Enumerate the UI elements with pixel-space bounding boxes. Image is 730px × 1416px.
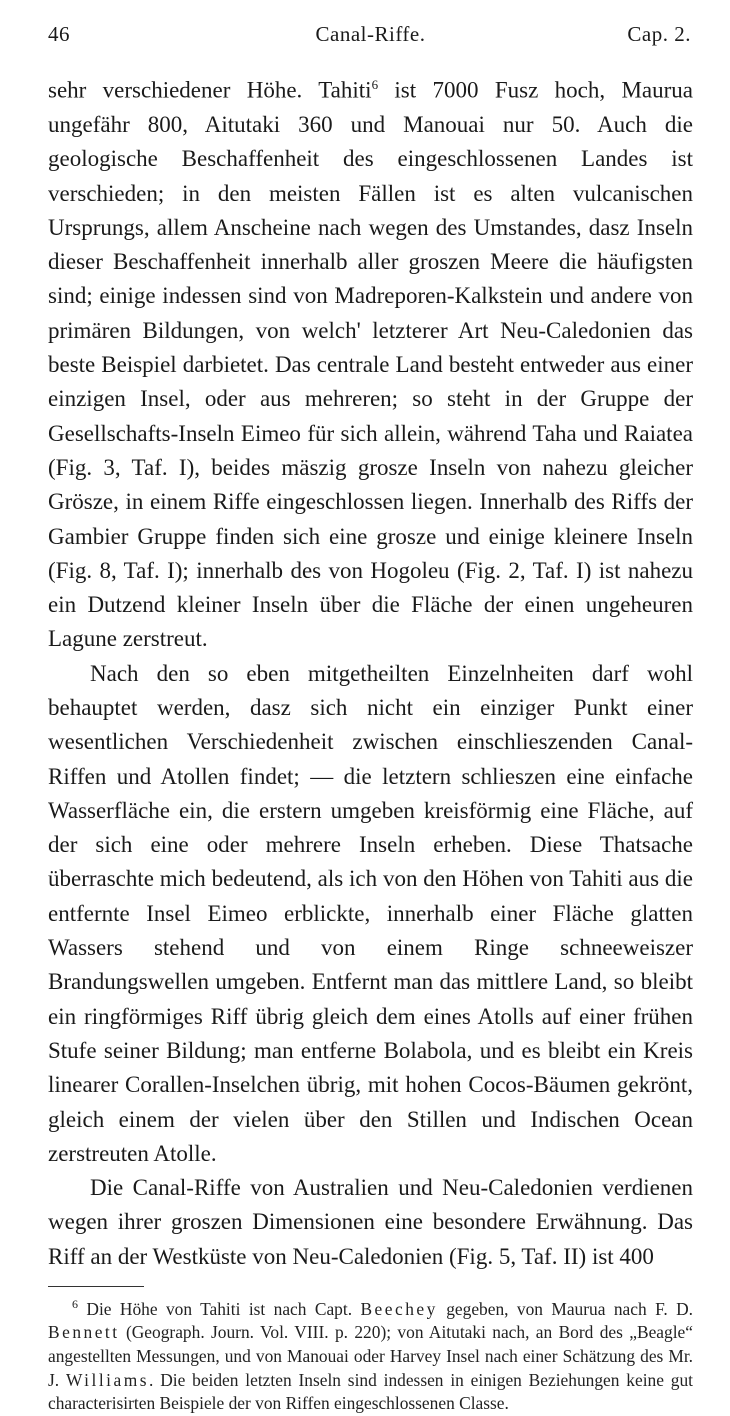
author-name: Bennett	[48, 1322, 120, 1343]
footnote-marker: 6	[72, 1297, 78, 1312]
body-text	[48, 68, 693, 1274]
page-header	[48, 22, 693, 52]
running-title: Canal-Riffe.	[315, 22, 426, 46]
footnote-reference: 6	[371, 77, 379, 92]
footnote-text: Die Höhe von Tahiti ist nach Capt.	[78, 1298, 361, 1319]
paragraph-text: sehr verschiedener Höhe. Tahiti	[48, 77, 372, 103]
footnote-text: gegeben, von Maurua nach F. D.	[437, 1298, 693, 1319]
paragraph-text: ist 7000 Fusz hoch, Maurua ungefähr 800, Aitutaki 360 und Manouai nur 50. Auch die geologische Beschaffenheit des eingeschlossenen Landes ist verschieden; in den meisten Fällen ist es alten vulcanischen Ursprungs, allem Anscheine nach wegen des Umstandes, dasz Inseln dieser Beschaffenheit innerhalb aller groszen Meere die häufigsten sind; einige indessen sind von Madreporen-Kalkstein und andere von primären Bildungen, von welch' letzterer Art Neu-Caledonien das beste Beispiel darbietet. Das centrale Land besteht entweder aus einer einzigen Insel, oder aus mehreren; so steht in der Gruppe der Gesellschafts-Inseln Eimeo für sich allein, während Taha und Raiatea (Fig. 3, Taf. I), beides mäszig grosze Inseln von nahezu gleicher Grösze, in einem Riffe eingeschlossen liegen. Innerhalb des Riffs der Gambier Gruppe finden sich eine grosze und einige kleinere Inseln (Fig. 8, Taf. I); innerhalb des von Hogoleu (Fig. 2, Taf. I) ist nahezu ein Dutzend kleiner Inseln über die Fläche der einen ungeheuren Lagune zerstreut.	[48, 77, 693, 652]
footnote-divider	[48, 1286, 144, 1287]
paragraph: Nach den so eben mitgetheilten Einzelnheiten darf wohl behauptet werden, dasz sich nicht ein einziger Punkt einer wesentlichen Verschiedenheit zwischen einschlieszenden Canal-Riffen und Atollen findet; — die letztern schlieszen eine einfache Wasserfläche ein, die erstern umgeben kreisförmig eine Fläche, auf der sich eine oder mehrere Inseln erheben. Diese Thatsache überraschte mich bedeutend, als ich von den Höhen von Tahiti aus die entfernte Insel Eimeo erblickte, innerhalb einer Fläche glatten Wassers stehend und von einem Ringe schneeweiszer Brandungswellen umgeben. Entfernt man das mittlere Land, so bleibt ein ringförmiges Riff übrig gleich dem eines Atolls auf einer frühen Stufe seiner Bildung; man entferne Bolabola, und es bleibt ein Kreis linearer Corallen-Inselchen übrig, mit hohen Cocos-Bäumen gekrönt, gleich einem der vielen über den Stillen und Indischen Ocean zerstreuten Atolle.	[48, 660, 693, 1166]
page-number: 46	[48, 22, 70, 46]
footnote-text: . Die beiden letzten Inseln sind indessen in einigen Beziehungen keine gut characterisirten Beispiele der von Riffen eingeschlossenen Classe.	[48, 1369, 694, 1414]
paragraph: Die Canal-Riffe von Australien und Neu-Caledonien verdienen wegen ihrer groszen Dimensionen eine besondere Erwähnung. Das Riff an der Westküste von Neu-Caledonien (Fig. 5, Taf. II) ist 400	[48, 1175, 693, 1269]
footnotes	[48, 1293, 693, 1416]
book-page	[48, 22, 693, 1416]
footnote	[48, 1293, 693, 1416]
footnote-text: (Geograph. Journ. Vol. VIII. p. 220); von Aitutaki nach, an Bord des „Beagle“ angestellten Messungen, und von Manouai oder Harvey Insel nach einer Schätzung des Mr. J.	[48, 1322, 693, 1390]
paragraph	[48, 68, 693, 657]
author-name: Beechey	[360, 1298, 438, 1319]
author-name: Williams	[65, 1369, 150, 1390]
chapter-label: Cap. 2.	[627, 22, 691, 46]
